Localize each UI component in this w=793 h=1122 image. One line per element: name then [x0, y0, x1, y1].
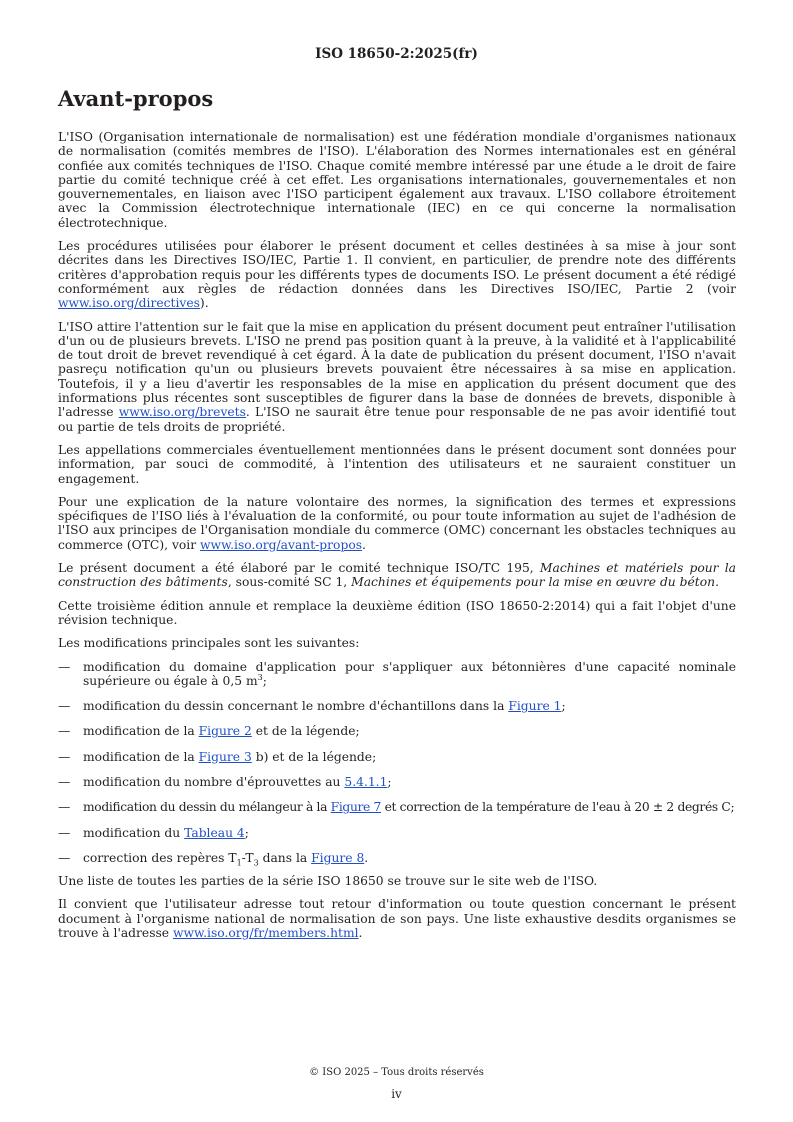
list-item-text: [83, 660, 736, 689]
committee-title-italic: Machines et matériels pour la construction des bâtiments: [58, 561, 736, 590]
list-dash: —: [58, 850, 71, 865]
document-code-header: ISO 18650-2:2025(fr): [315, 46, 478, 62]
page-number: iv: [391, 1087, 402, 1101]
link-members[interactable]: www.iso.org/fr/members.html: [173, 926, 359, 941]
link-figure-3[interactable]: Figure 3: [198, 749, 252, 764]
paragraph-patents: [58, 320, 736, 434]
list-item: [58, 660, 736, 689]
item-text-part: modification du dessin concernant le nombre d'échantillons dans la: [83, 699, 509, 714]
subscript: 3: [253, 858, 259, 868]
list-dash: —: [58, 825, 71, 840]
item-text-part: modification du dessin du mélangeur à la: [83, 800, 331, 815]
item-text-part: -T: [241, 850, 254, 865]
paragraph-edition: Cette troisième édition annule et remplace la deuxième édition (ISO 18650-2:2014) qui a fait l'objet d'une révision technique.: [58, 598, 736, 627]
item-text-part: b) et de la légende;: [251, 749, 377, 764]
paragraph-text: ).: [199, 296, 209, 311]
item-text-part: dans la: [258, 850, 312, 865]
paragraph-voluntary-nature: [58, 495, 736, 552]
list-dash: —: [58, 800, 71, 815]
link-avant-propos[interactable]: www.iso.org/avant-propos: [200, 537, 363, 552]
paragraph-text: Pour une explication de la nature volontaire des normes, la signification des termes et expressions spécifiques de l'ISO liés à l'évaluation de la conformité, ou pour toute information au sujet de l'adhésion de l'ISO aux principes de l'Organisation mondiale du commerce (OMC) concernant les obstacles techniques au commerce (OTC), voir: [58, 494, 736, 552]
item-text-part: et de la légende;: [251, 724, 360, 739]
document-body: [58, 130, 736, 940]
link-clause-5-4-1-1[interactable]: 5.4.1.1: [344, 774, 388, 789]
paragraph-text: .: [362, 537, 366, 552]
item-text-part: ;: [262, 673, 267, 688]
paragraph-text: , sous-comité SC 1,: [227, 575, 352, 590]
copyright-footer: © ISO 2025 – Tous droits réservés: [309, 1067, 484, 1078]
link-figure-8[interactable]: Figure 8: [311, 850, 365, 865]
list-item-text: [83, 775, 736, 789]
paragraph-text: Les procédures utilisées pour élaborer le présent document et celles destinées à sa mise à jour sont décrites dans les Directives ISO/IEC, Partie 1. Il convient, en particulier, de prendre note des différents critères d'approbation requis pour les différents types de documents ISO. Le présent document a été rédigé conformément aux règles de rédaction données dans les Directives ISO/IEC, Partie 2 (voir: [58, 239, 736, 296]
subcommittee-title-italic: Machines et équipements pour la mise en œuvre du béton: [351, 575, 716, 590]
list-item: [58, 850, 736, 868]
paragraph-text: Il convient que l'utilisateur adresse tout retour d'information ou toute question concernant le présent document à l'organisme national de normalisation de son pays. Une liste exhaustive desdits organismes se trouve à l'adresse: [58, 897, 736, 941]
list-item: [58, 750, 736, 764]
list-item: [58, 724, 736, 738]
list-dash: —: [58, 774, 71, 789]
list-item-text: [83, 750, 736, 764]
list-item: [58, 826, 736, 840]
link-figure-7[interactable]: Figure 7: [330, 800, 382, 815]
item-text-part: ;: [387, 774, 392, 789]
link-figure-2[interactable]: Figure 2: [198, 724, 252, 739]
link-brevets[interactable]: www.iso.org/brevets: [118, 405, 246, 420]
item-text-part: modification de la: [83, 749, 199, 764]
superscript: 3: [257, 672, 263, 682]
item-text-part: modification du: [83, 825, 185, 840]
paragraph-text: .: [715, 575, 719, 590]
item-text-part: modification du domaine d'application pour s'appliquer aux bétonnières d'une capacité nominale supérieure ou égale à 0,5 m: [83, 659, 736, 688]
link-tableau-4[interactable]: Tableau 4: [184, 825, 245, 840]
paragraph-procedures: [58, 239, 736, 310]
item-text-part: modification du nombre d'éprouvettes au: [83, 774, 345, 789]
link-figure-1[interactable]: Figure 1: [508, 699, 562, 714]
list-item-text: [83, 850, 736, 868]
paragraph-modifications-intro: Les modifications principales sont les suivantes:: [58, 636, 360, 651]
page-title: Avant-propos: [58, 86, 214, 111]
modifications-list: [58, 660, 736, 866]
list-dash: —: [58, 699, 71, 714]
paragraph-feedback: [58, 897, 736, 940]
list-item-text: [83, 724, 736, 738]
paragraph-iso-intro: L'ISO (Organisation internationale de normalisation) est une fédération mondiale d'organismes nationaux de normalisation (comités membres de l'ISO). L'élaboration des Normes internationales est en général confiée aux comités techniques de l'ISO. Chaque comité membre intéressé par une étude a le droit de faire partie du comité technique créé à cet effet. Les organisations internationales, gouvernementales et non gouvernementales, en liaison avec l'ISO participent également aux travaux. L'ISO collabore étroitement avec la Commission électrotechnique internationale (IEC) en ce qui concerne la normalisation électrotechnique.: [58, 130, 736, 230]
paragraph-committee: [58, 561, 736, 590]
list-item: [58, 699, 736, 713]
link-directives[interactable]: www.iso.org/directives: [58, 296, 200, 311]
item-text-part: et correction de la température de l'eau à 20 ± 2 degrés C;: [381, 800, 735, 815]
paragraph-text: Le présent document a été élaboré par le comité technique ISO/TC 195,: [58, 561, 540, 576]
list-item: [58, 775, 736, 789]
list-item-text: [83, 800, 736, 814]
paragraph-text: L'ISO attire l'attention sur le fait que la mise en application du présent document peut entraîner l'utilisation d'un ou de plusieurs brevets. L'ISO ne prend pas position quant à la preuve, à la validité et à l'applicabilité de tout droit de brevet revendiqué à cet égard. À la date de publication du présent document, l'ISO n'avait pasreçu notification qu'un ou plusieurs brevets pouvaient être nécessaires à sa mise en application. Toutefois, il y a lieu d'avertir les responsables de la mise en application du présent document que des informations plus récentes sont susceptibles de figurer dans la base de données de brevets, disponible à l'adresse: [58, 319, 736, 420]
list-dash: —: [58, 659, 71, 674]
paragraph-trade-names: Les appellations commerciales éventuellement mentionnées dans le présent document sont données pour information, par souci de commodité, à l'intention des utilisateurs et ne sauraient constituer un engagement.: [58, 442, 736, 486]
paragraph-series-list: Une liste de toutes les parties de la série ISO 18650 se trouve sur le site web de l'ISO.: [58, 874, 598, 889]
list-item: [58, 800, 736, 814]
list-item-text: [83, 699, 736, 713]
subscript: 1: [236, 858, 242, 868]
paragraph-text: .: [358, 926, 363, 941]
item-text-part: .: [364, 850, 369, 865]
list-dash: —: [58, 724, 71, 739]
item-text-part: correction des repères T: [83, 850, 237, 865]
list-dash: —: [58, 749, 71, 764]
item-text-part: ;: [561, 699, 566, 714]
list-item-text: [83, 826, 736, 840]
item-text-part: ;: [244, 825, 249, 840]
paragraph-text: . L'ISO ne saurait être tenue pour responsable de ne pas avoir identifié tout ou partie de tels droits de propriété.: [58, 405, 736, 434]
item-text-part: modification de la: [83, 724, 199, 739]
